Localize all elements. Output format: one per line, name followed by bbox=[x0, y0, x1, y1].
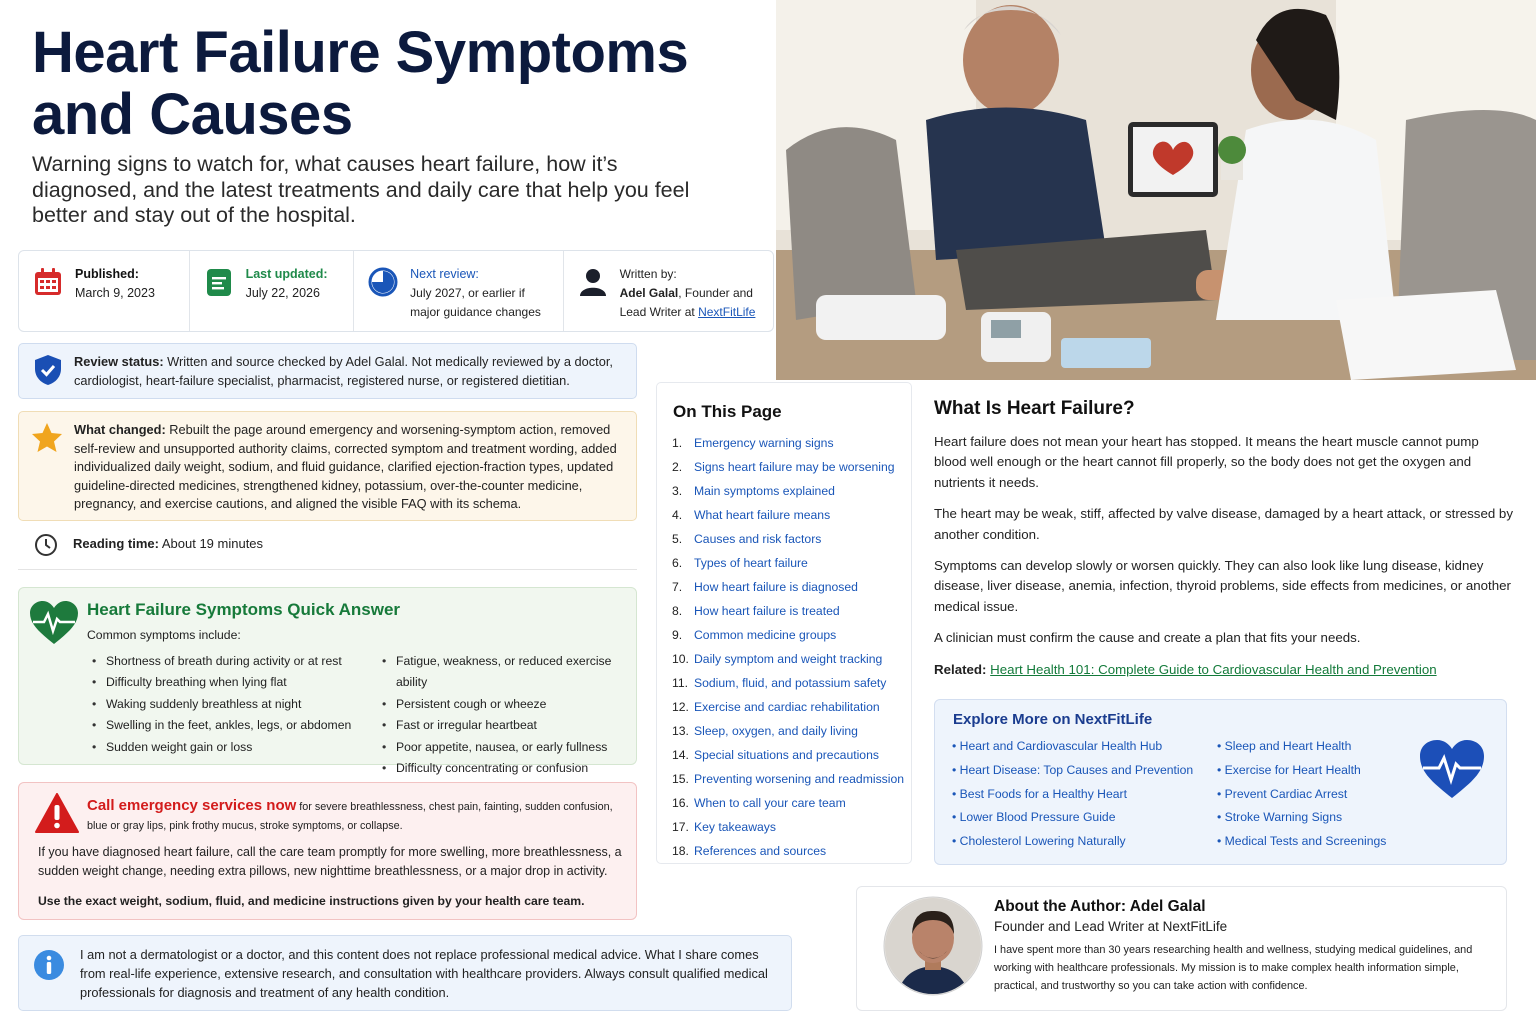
author-card bbox=[856, 886, 1507, 1011]
explore-link[interactable]: • Prevent Cardiac Arrest bbox=[1217, 786, 1348, 801]
clock-icon bbox=[34, 533, 58, 557]
emergency-paragraph: If you have diagnosed heart failure, call the care team promptly for more swelling, more breathlessness, a sudden weight change, needing extra pillows, new nighttime breathlessness, or a major drop in activity. bbox=[38, 845, 622, 878]
toc-item[interactable] bbox=[672, 839, 904, 863]
toc-item[interactable] bbox=[672, 431, 904, 455]
list-item: • Fatigue, weakness, or reduced exercise ability bbox=[380, 651, 636, 694]
toc-item-number: 4. bbox=[672, 508, 683, 522]
quick-answer-intro: Common symptoms include: bbox=[87, 628, 241, 642]
related-line bbox=[934, 660, 1514, 680]
toc-item[interactable] bbox=[672, 815, 904, 839]
star-icon bbox=[31, 422, 63, 454]
explore-links-left bbox=[952, 735, 1193, 854]
toc-item[interactable] bbox=[672, 503, 904, 527]
explore-link[interactable]: • Cholesterol Lowering Naturally bbox=[952, 834, 1126, 849]
reading-time bbox=[34, 533, 634, 559]
author-avatar bbox=[883, 896, 983, 996]
warning-triangle-icon bbox=[35, 793, 79, 833]
toc-link[interactable]: Key takeaways bbox=[694, 820, 776, 834]
toc-title: On This Page bbox=[673, 402, 782, 421]
meta-written-by bbox=[564, 251, 773, 331]
toc-link[interactable]: How heart failure is treated bbox=[694, 604, 840, 618]
explore-link[interactable]: • Medical Tests and Screenings bbox=[1217, 834, 1387, 849]
toc-item-number: 2. bbox=[672, 460, 683, 474]
toc-link[interactable]: Common medicine groups bbox=[694, 628, 837, 642]
list-item: • Swelling in the feet, ankles, legs, or abdomen bbox=[90, 715, 351, 736]
toc-item[interactable] bbox=[672, 527, 904, 551]
reading-time-value: About 19 minutes bbox=[158, 536, 264, 551]
toc-item-number: 9. bbox=[672, 628, 683, 642]
emergency-box bbox=[18, 782, 637, 920]
what-changed-box bbox=[18, 411, 637, 521]
toc-link[interactable]: Preventing worsening and readmission bbox=[694, 772, 905, 786]
toc-list bbox=[672, 431, 904, 863]
meta-updated bbox=[190, 251, 355, 331]
toc-item[interactable] bbox=[672, 671, 904, 695]
explore-title: Explore More on NextFitLife bbox=[953, 711, 1153, 728]
related-label: Related: bbox=[934, 661, 987, 677]
updated-date: July 22, 2026 bbox=[245, 286, 320, 300]
table-of-contents bbox=[656, 382, 912, 864]
symptom-list-right bbox=[380, 651, 636, 779]
emergency-instructions: Use the exact weight, sodium, fluid, and medicine instructions given by your health care team. bbox=[38, 894, 585, 908]
toc-link[interactable]: How heart failure is diagnosed bbox=[694, 580, 858, 594]
toc-link[interactable]: Special situations and precautions bbox=[694, 748, 879, 762]
info-icon bbox=[33, 949, 65, 981]
list-item: • Fast or irregular heartbeat bbox=[380, 715, 636, 736]
paragraph: A clinician must confirm the cause and create a plan that fits your needs. bbox=[934, 630, 1361, 646]
meta-published bbox=[19, 251, 190, 331]
toc-item-number: 18. bbox=[672, 844, 689, 858]
heart-pulse-icon bbox=[1418, 738, 1486, 800]
clipboard-icon bbox=[204, 267, 234, 297]
author-name: Adel Galal bbox=[619, 286, 679, 300]
explore-link[interactable]: • Exercise for Heart Health bbox=[1217, 762, 1361, 777]
toc-link[interactable]: Causes and risk factors bbox=[694, 532, 822, 546]
section-heading: What Is Heart Failure? bbox=[934, 398, 1135, 419]
toc-item-number: 12. bbox=[672, 700, 689, 714]
toc-link[interactable]: References and sources bbox=[694, 844, 827, 858]
toc-link[interactable]: Exercise and cardiac rehabilitation bbox=[694, 700, 880, 714]
toc-item-number: 5. bbox=[672, 532, 683, 546]
explore-links-right bbox=[1217, 735, 1386, 854]
toc-item[interactable] bbox=[672, 599, 904, 623]
toc-item-number: 14. bbox=[672, 748, 689, 762]
toc-link[interactable]: Sodium, fluid, and potassium safety bbox=[694, 676, 887, 690]
heart-pulse-icon bbox=[29, 600, 79, 646]
nextfitlife-link[interactable]: NextFitLife bbox=[698, 305, 756, 319]
toc-item-number: 10. bbox=[672, 652, 689, 666]
disclaimer-text: I am not a dermatologist or a doctor, and this content does not replace professional medical advice. What I share comes from real-life experience, extensive research, and consultation with healthcare providers. Always consult qualified medical professionals for diagnosis and treatment of any health condition. bbox=[80, 947, 768, 1001]
page-title: Heart Failure Symptoms and Causes bbox=[32, 20, 689, 147]
meta-next-review bbox=[354, 251, 563, 331]
emergency-subtitle: for severe breathlessness, chest pain, fainting, sudden confusion, blue or gray lips, pink frothy mucus, stroke symptoms, or collapse. bbox=[87, 801, 613, 832]
toc-link[interactable]: When to call your care team bbox=[694, 796, 846, 810]
toc-link[interactable]: Main symptoms explained bbox=[694, 484, 835, 498]
toc-item-number: 11. bbox=[672, 676, 689, 690]
toc-item[interactable] bbox=[672, 695, 904, 719]
toc-item-number: 13. bbox=[672, 724, 689, 738]
clock-pie-icon bbox=[368, 267, 398, 297]
reading-time-label: Reading time: bbox=[73, 536, 159, 551]
review-status-label: Review status: bbox=[74, 354, 164, 369]
toc-item-number: 7. bbox=[672, 580, 683, 594]
toc-item[interactable] bbox=[672, 719, 904, 743]
published-date: March 9, 2023 bbox=[75, 286, 155, 300]
toc-item[interactable] bbox=[672, 647, 904, 671]
toc-item[interactable] bbox=[672, 743, 904, 767]
explore-more-box bbox=[934, 699, 1507, 865]
toc-item[interactable] bbox=[672, 623, 904, 647]
toc-item-number: 17. bbox=[672, 820, 689, 834]
quick-answer-title: Heart Failure Symptoms Quick Answer bbox=[87, 600, 401, 619]
toc-item-number: 15. bbox=[672, 772, 689, 786]
review-status-text: Written and source checked by Adel Galal. Not medically reviewed by a doctor, cardiologist, heart-failure specialist, pharmacist, registered nurse, or registered dietitian. bbox=[74, 354, 613, 388]
paragraph: The heart may be weak, stiff, affected by valve disease, damaged by a heart attack, or stressed by another condition. bbox=[934, 506, 1513, 542]
disclaimer-box bbox=[18, 935, 792, 1011]
toc-item-number: 3. bbox=[672, 484, 683, 498]
written-label: Written by: bbox=[619, 267, 677, 281]
calendar-icon bbox=[33, 267, 63, 297]
toc-link[interactable]: What heart failure means bbox=[694, 508, 831, 522]
explore-link[interactable]: • Heart and Cardiovascular Health Hub bbox=[952, 739, 1163, 753]
explore-link[interactable]: • Stroke Warning Signs bbox=[1217, 810, 1343, 825]
review-date: July 2027, or earlier if major guidance changes bbox=[410, 286, 541, 319]
list-item: • Difficulty concentrating or confusion bbox=[380, 758, 636, 779]
updated-label: Last updated: bbox=[245, 267, 328, 281]
toc-item[interactable] bbox=[672, 791, 904, 815]
article-meta-bar bbox=[18, 250, 774, 332]
symptom-list-left bbox=[90, 651, 351, 758]
toc-item-number: 16. bbox=[672, 796, 689, 810]
toc-item-number: 6. bbox=[672, 556, 683, 570]
review-label: Next review: bbox=[410, 267, 479, 281]
hero-photo bbox=[776, 0, 1536, 380]
explore-link[interactable]: • Lower Blood Pressure Guide bbox=[952, 810, 1116, 825]
emergency-title: Call emergency services now bbox=[87, 797, 297, 814]
author-bio: I have spent more than 30 years researching health and wellness, studying medical guidelines, and working with healthcare professionals. My mission is to make complex health information simple, practical, and trustworthy so you can take action with confidence. bbox=[994, 944, 1473, 993]
author-role: Founder and Lead Writer at NextFitLife bbox=[994, 919, 1228, 934]
shield-check-icon bbox=[34, 354, 62, 386]
explore-link[interactable]: • Sleep and Heart Health bbox=[1217, 739, 1352, 753]
toc-link[interactable]: Daily symptom and weight tracking bbox=[694, 652, 883, 666]
toc-item[interactable] bbox=[672, 767, 904, 791]
list-item: • Shortness of breath during activity or at rest bbox=[90, 651, 351, 672]
toc-link[interactable]: Emergency warning signs bbox=[694, 436, 834, 450]
list-item: • Waking suddenly breathless at night bbox=[90, 694, 351, 715]
toc-link[interactable]: Types of heart failure bbox=[694, 556, 808, 570]
toc-item-number: 8. bbox=[672, 604, 683, 618]
list-item: • Sudden weight gain or loss bbox=[90, 737, 351, 758]
author-role-text: , Founder and Lead Writer at bbox=[619, 286, 753, 319]
explore-link[interactable]: • Best Foods for a Healthy Heart bbox=[952, 786, 1127, 801]
paragraph: Symptoms can develop slowly or worsen quickly. They can also look like lung disease, kidney disease, liver disease, anemia, infection, thyroid problems, side effects from medicines, or another medical issue. bbox=[934, 558, 1511, 614]
review-status-box bbox=[18, 343, 637, 399]
related-link[interactable]: Heart Health 101: Complete Guide to Cardiovascular Health and Prevention bbox=[990, 661, 1437, 677]
toc-item[interactable] bbox=[672, 479, 904, 503]
explore-link[interactable]: • Heart Disease: Top Causes and Prevention bbox=[952, 762, 1194, 777]
list-item: • Persistent cough or wheeze bbox=[380, 694, 636, 715]
quick-answer-box bbox=[18, 587, 637, 776]
person-icon bbox=[578, 267, 608, 297]
toc-item[interactable] bbox=[672, 455, 904, 479]
what-changed-text: Rebuilt the page around emergency and worsening-symptom action, removed self-review and unsupported authority claims, corrected symptom and treatment wording, added individualized daily weight, sodium, and fluid guidance, clarified ejection-fraction types, updated guideline-directed medicines, strengthened kidney, potassium, over-the-counter medicine, pregnancy, and exercise cautions, and aligned the visible FAQ with its schema. bbox=[74, 422, 617, 512]
page-subtitle: Warning signs to watch for, what causes heart failure, how it’s diagnosed, and the latest treatments and daily care that help you feel better and stay out of the hospital. bbox=[32, 152, 690, 227]
toc-item[interactable] bbox=[672, 551, 904, 575]
divider bbox=[18, 569, 637, 570]
what-is-section bbox=[934, 398, 1514, 691]
toc-item-number: 1. bbox=[672, 436, 683, 450]
author-title: About the Author: Adel Galal bbox=[994, 898, 1206, 915]
list-item: • Difficulty breathing when lying flat bbox=[90, 672, 351, 693]
list-item: • Poor appetite, nausea, or early fullness bbox=[380, 737, 636, 758]
paragraph: Heart failure does not mean your heart has stopped. It means the heart muscle cannot pump blood well enough or the heart cannot fill properly, so the body does not get the oxygen and nutrients it needs. bbox=[934, 434, 1479, 490]
toc-link[interactable]: Sleep, oxygen, and daily living bbox=[694, 724, 858, 738]
toc-link[interactable]: Signs heart failure may be worsening bbox=[694, 460, 895, 474]
published-label: Published: bbox=[75, 267, 139, 281]
what-changed-label: What changed: bbox=[74, 422, 166, 437]
toc-item[interactable] bbox=[672, 575, 904, 599]
